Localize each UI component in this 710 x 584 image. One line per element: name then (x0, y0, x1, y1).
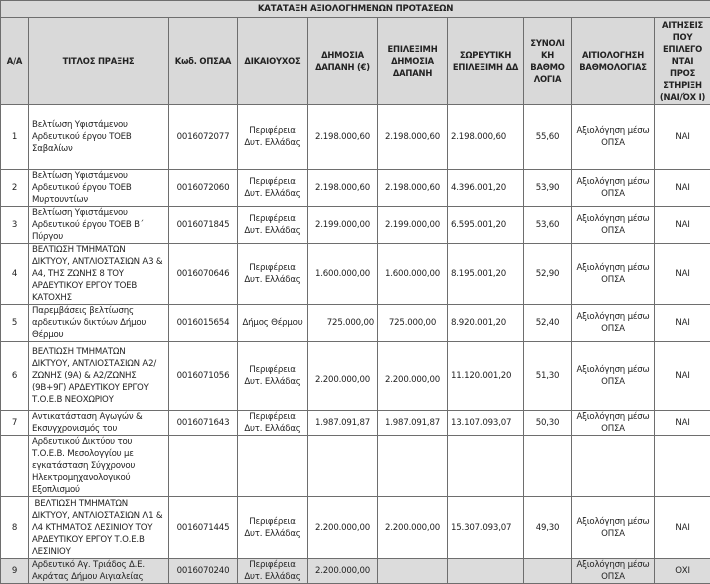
cell-cumulative-eligible: 2.198.000,60 (448, 105, 524, 170)
table-row (1, 244, 710, 305)
cell-selected-for-support: ΝΑΙ (655, 244, 710, 305)
cell-beneficiary: Περιφέρεια Δυτ. Ελλάδας (238, 207, 308, 244)
table-row (1, 497, 710, 559)
cell-public-expense: 725.000,00 (308, 305, 378, 342)
cell-cumulative-eligible: 8.920.001,20 (448, 305, 524, 342)
cell-eligible-public-expense (378, 436, 448, 497)
cell-cumulative-eligible: 11.120.001,20 (448, 342, 524, 411)
cell-project-title: ΒΕΛΤΙΩΣΗ ΤΜΗΜΑΤΩΝ ΔΙΚΤΥΟΥ, ΑΝΤΛΙΟΣΤΑΣΙΩΝ Α2/ΖΩΝΗΣ (9Α) & Α2/ΖΩΝΗΣ (9Β+9Γ) ΑΡΔΕΥΤΙΚΟΥ ΕΡΓΟΥ Τ.Ο.Ε.Β ΝΕΟΧΩΡΙΟΥ (29, 342, 169, 411)
table-row (1, 170, 710, 207)
table-row (1, 411, 710, 436)
cell-total-score: 53,90 (524, 170, 572, 207)
cell-cumulative-eligible: 4.396.001,20 (448, 170, 524, 207)
cell-cumulative-eligible (448, 559, 524, 584)
cell-beneficiary (238, 436, 308, 497)
cell-score-justification: Αξιολόγηση μέσω ΟΠΣΑ (572, 342, 655, 411)
cell-project-title: Αρδευτικού Δικτύου του Τ.Ο.Ε.Β. Μεσολογγίου με εγκατάσταση Σύγχρονου Ηλεκτρομηχανολογικού Εξοπλισμού (29, 436, 169, 497)
table-title: ΚΑΤΑΤΑΞΗ ΑΞΙΟΛΟΓΗΜΕΝΩΝ ΠΡΟΤΑΣΕΩΝ (1, 1, 710, 18)
header-project-title: ΤΙΤΛΟΣ ΠΡΑΞΗΣ (29, 18, 169, 105)
cell-serial-number: 5 (1, 305, 29, 342)
cell-cumulative-eligible: 6.595.001,20 (448, 207, 524, 244)
cell-eligible-public-expense: 2.199.000,00 (378, 207, 448, 244)
cell-eligible-public-expense: 1.987.091,87 (378, 411, 448, 436)
cell-cumulative-eligible: 8.195.001,20 (448, 244, 524, 305)
cell-selected-for-support (655, 436, 710, 497)
table-row-not-selected (1, 559, 710, 584)
header-selected-for-support: ΑΙΤΗΣΕΙΣ ΠΟΥ ΕΠΙΛΕΓΟ ΝΤΑΙ ΠΡΟΣ ΣΤΗΡΙΞΗ (ΝΑΙ/ΌΧ Ι) (655, 18, 710, 105)
cell-beneficiary: Περιφέρεια Δυτ. Ελλάδας (238, 497, 308, 559)
cell-serial-number: 9 (1, 559, 29, 584)
cell-public-expense: 1.600.000,00 (308, 244, 378, 305)
cell-score-justification: Αξιολόγηση μέσω ΟΠΣΑ (572, 244, 655, 305)
cell-serial-number: 6 (1, 342, 29, 411)
table-title-row (1, 1, 710, 18)
cell-score-justification: Αξιολόγηση μέσω ΟΠΣΑ (572, 497, 655, 559)
table-row (1, 305, 710, 342)
cell-selected-for-support: ΟΧΙ (655, 559, 710, 584)
cell-beneficiary: Περιφέρεια Δυτ. Ελλάδας (238, 105, 308, 170)
cell-beneficiary: Περιφέρεια Δυτ. Ελλάδας (238, 342, 308, 411)
cell-eligible-public-expense: 2.198.000,60 (378, 105, 448, 170)
cell-public-expense: 2.198.000,60 (308, 105, 378, 170)
cell-score-justification: Αξιολόγηση μέσω ΟΠΣΑ (572, 207, 655, 244)
cell-total-score: 50,30 (524, 411, 572, 436)
cell-cumulative-eligible: 15.307.093,07 (448, 497, 524, 559)
cell-score-justification: Αξιολόγηση μέσω ΟΠΣΑ (572, 559, 655, 584)
cell-selected-for-support: ΝΑΙ (655, 411, 710, 436)
cell-total-score: 53,60 (524, 207, 572, 244)
cell-project-title: Αντικατάσταση Αγωγών & Εκσυγχρονισμός του (29, 411, 169, 436)
cell-public-expense: 2.200.000,00 (308, 497, 378, 559)
cell-beneficiary: Δήμος Θέρμου (238, 305, 308, 342)
cell-serial-number: 1 (1, 105, 29, 170)
cell-opsaa-code: 0016072077 (169, 105, 238, 170)
cell-cumulative-eligible (448, 436, 524, 497)
cell-selected-for-support: ΝΑΙ (655, 170, 710, 207)
cell-cumulative-eligible: 13.107.093,07 (448, 411, 524, 436)
cell-opsaa-code: 0016070240 (169, 559, 238, 584)
cell-project-title: Βελτίωση Υφιστάμενου Αρδευτικού έργου ΤΟΕΒ Μυρτουντίων (29, 170, 169, 207)
cell-eligible-public-expense: 2.198.000,60 (378, 170, 448, 207)
header-eligible-public-expense: ΕΠΙΛΕΞΙΜΗ ΔΗΜΟΣΙΑ ΔΑΠΑΝΗ (378, 18, 448, 105)
cell-public-expense: 2.200.000,00 (308, 342, 378, 411)
cell-serial-number: 4 (1, 244, 29, 305)
column-header-row (1, 18, 710, 105)
cell-public-expense: 2.200.000,00 (308, 559, 378, 584)
cell-serial-number: 3 (1, 207, 29, 244)
header-public-expense: ΔΗΜΟΣΙΑ ΔΑΠΑΝΗ (€) (308, 18, 378, 105)
cell-opsaa-code: 0016070646 (169, 244, 238, 305)
cell-eligible-public-expense: 2.200.000,00 (378, 342, 448, 411)
cell-total-score: 52,90 (524, 244, 572, 305)
table-row (1, 105, 710, 170)
cell-total-score (524, 559, 572, 584)
header-total-score: ΣΥΝΟΛΙ ΚΗ ΒΑΘΜΟ ΛΟΓΙΑ (524, 18, 572, 105)
cell-project-title: ΒΕΛΤΙΩΣΗ ΤΜΗΜΑΤΩΝ ΔΙΚΤΥΟΥ, ΑΝΤΛΙΟΣΤΑΣΙΩΝ Α3 & Α4, ΤΗΣ ΖΩΝΗΣ 8 ΤΟΥ ΑΡΔΕΥΤΙΚΟΥ ΕΡΓΟΥ ΤΟΕΒ ΚΑΤΟΧΗΣ (29, 244, 169, 305)
cell-score-justification: Αξιολόγηση μέσω ΟΠΣΑ (572, 411, 655, 436)
cell-score-justification: Αξιολόγηση μέσω ΟΠΣΑ (572, 105, 655, 170)
header-score-justification: ΑΙΤΙΟΛΟΓΗΣΗ ΒΑΘΜΟΛΟΓΙΑΣ (572, 18, 655, 105)
cell-beneficiary: Περιφέρεια Δυτ. Ελλάδας (238, 559, 308, 584)
cell-eligible-public-expense: 1.600.000,00 (378, 244, 448, 305)
header-serial-number: Α/Α (1, 18, 29, 105)
cell-total-score: 52,40 (524, 305, 572, 342)
cell-serial-number: 8 (1, 497, 29, 559)
cell-total-score (524, 436, 572, 497)
cell-opsaa-code: 0016015654 (169, 305, 238, 342)
cell-beneficiary: Περιφέρεια Δυτ. Ελλάδας (238, 244, 308, 305)
cell-selected-for-support: ΝΑΙ (655, 207, 710, 244)
cell-public-expense (308, 436, 378, 497)
header-beneficiary: ΔΙΚΑΙΟΥΧΟΣ (238, 18, 308, 105)
cell-selected-for-support: ΝΑΙ (655, 305, 710, 342)
cell-total-score: 49,30 (524, 497, 572, 559)
table-row (1, 342, 710, 411)
cell-opsaa-code (169, 436, 238, 497)
table-row (1, 207, 710, 244)
cell-selected-for-support: ΝΑΙ (655, 342, 710, 411)
cell-selected-for-support: ΝΑΙ (655, 105, 710, 170)
cell-eligible-public-expense: 725.000,00 (378, 305, 448, 342)
cell-score-justification: Αξιολόγηση μέσω ΟΠΣΑ (572, 170, 655, 207)
header-cumulative-eligible: ΣΩΡΕΥΤΙΚΗ ΕΠΙΛΕΞΙΜΗ ΔΔ (448, 18, 524, 105)
cell-public-expense: 2.198.000,60 (308, 170, 378, 207)
cell-score-justification: Αξιολόγηση μέσω ΟΠΣΑ (572, 305, 655, 342)
cell-score-justification (572, 436, 655, 497)
cell-total-score: 51,30 (524, 342, 572, 411)
header-opsaa-code: Κωδ. ΟΠΣΑΑ (169, 18, 238, 105)
cell-selected-for-support: ΝΑΙ (655, 497, 710, 559)
cell-total-score: 55,60 (524, 105, 572, 170)
cell-project-title: Αρδευτικό Αγ. Τριάδος Δ.Ε. Ακράτας Δήμου Αιγιαλείας (29, 559, 169, 584)
cell-opsaa-code: 0016072060 (169, 170, 238, 207)
cell-project-title: ΒΕΛΤΙΩΣΗ ΤΜΗΜΑΤΩΝ ΔΙΚΤΥΟΥ, ΑΝΤΛΙΟΣΤΑΣΙΩΝ Λ1 & Λ4 ΚΤΗΜΑΤΟΣ ΛΕΣΙΝΙΟΥ ΤΟΥ ΑΡΔΕΥΤΙΚΟΥ ΕΡΓΟΥ Τ.Ο.Ε.Β ΛΕΣΙΝΙΟΥ (29, 497, 169, 559)
cell-beneficiary: Περιφέρεια Δυτ. Ελλάδας (238, 170, 308, 207)
cell-project-title: Βελτίωση Υφιστάμενου Αρδευτικού έργου ΤΟΕΒ Β΄ Πύργου (29, 207, 169, 244)
cell-beneficiary: Περιφέρεια Δυτ. Ελλάδας (238, 411, 308, 436)
cell-project-title: Παρεμβάσεις βελτίωσης αρδευτικών δικτύων Δήμου Θέρμου (29, 305, 169, 342)
table-row-continuation (1, 436, 710, 497)
cell-public-expense: 1.987.091,87 (308, 411, 378, 436)
cell-eligible-public-expense (378, 559, 448, 584)
cell-opsaa-code: 0016071643 (169, 411, 238, 436)
cell-serial-number: 2 (1, 170, 29, 207)
cell-serial-number: 7 (1, 411, 29, 436)
cell-opsaa-code: 0016071445 (169, 497, 238, 559)
cell-eligible-public-expense: 2.200.000,00 (378, 497, 448, 559)
cell-serial-number (1, 436, 29, 497)
cell-project-title: Βελτίωση Υφιστάμενου Αρδευτικού έργου ΤΟΕΒ Σαβαλίων (29, 105, 169, 170)
cell-public-expense: 2.199.000,00 (308, 207, 378, 244)
cell-opsaa-code: 0016071845 (169, 207, 238, 244)
cell-opsaa-code: 0016071056 (169, 342, 238, 411)
